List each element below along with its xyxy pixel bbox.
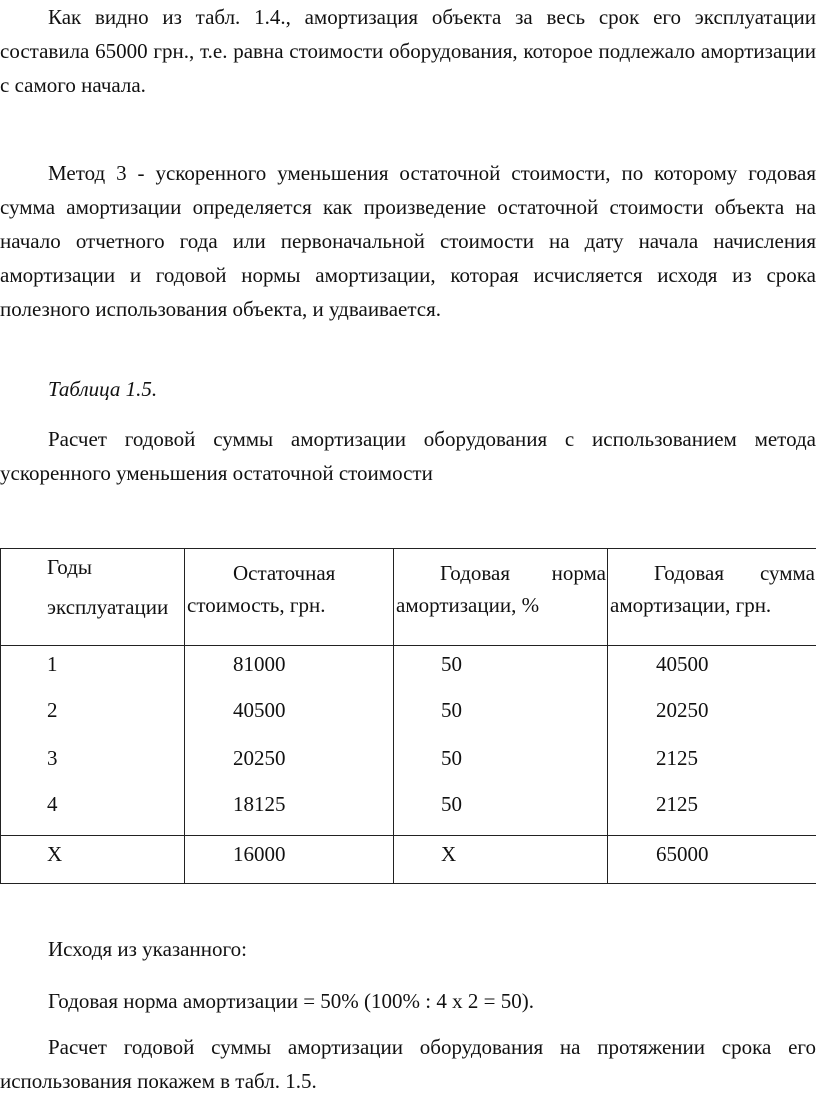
header-amount-line2: амортизации, грн. [610, 593, 772, 617]
header-residual-value [187, 557, 391, 621]
paragraph-rate-formula: Годовая норма амортизации = 50% (100% : 4 х 2 = 50). [48, 989, 534, 1013]
cell-year: 4 [47, 792, 58, 816]
cell-total-residual: 16000 [233, 842, 286, 866]
paragraph-summary-table-1-4: Как видно из табл. 1.4., амортизация объекта за весь срок его эксплуатации составила 65000 грн., т.е. равна стоимости оборудования, которое подлежало амортизации с самого начала. [0, 5, 816, 97]
header-years-line1: Годы [47, 555, 92, 579]
table-caption-title: Расчет годовой суммы амортизации оборудования с использованием метода ускоренного уменьшения остаточной стоимости [0, 427, 816, 485]
cell-total-rate: Х [441, 842, 457, 866]
header-rate-line1: Годовая норма [440, 561, 606, 585]
header-years [47, 551, 182, 623]
table-column-divider [184, 549, 185, 883]
header-annual-rate [396, 557, 606, 621]
cell-rate: 50 [441, 792, 462, 816]
cell-year: 1 [47, 652, 58, 676]
header-annual-amount [610, 557, 815, 621]
header-residual-line1: Остаточная [233, 561, 336, 585]
cell-rate: 50 [441, 652, 462, 676]
cell-year: 2 [47, 698, 58, 722]
table-total-divider [1, 835, 816, 836]
table-caption-label: Таблица 1.5. [48, 377, 158, 401]
cell-total-amount: 65000 [656, 842, 709, 866]
table-column-divider [393, 549, 394, 883]
cell-amount: 2125 [656, 792, 698, 816]
depreciation-table [0, 548, 816, 884]
paragraph-table-reference: Расчет годовой суммы амортизации оборудования на протяжении срока его использования покажем в табл. 1.5. [0, 1035, 816, 1093]
header-amount-line1: Годовая сумма [654, 561, 815, 585]
cell-residual: 20250 [233, 746, 286, 770]
cell-total-year: Х [47, 842, 63, 866]
header-rate-line2: амортизации, % [396, 593, 540, 617]
header-residual-line2: стоимость, грн. [187, 593, 326, 617]
cell-residual: 18125 [233, 792, 286, 816]
cell-rate: 50 [441, 698, 462, 722]
cell-rate: 50 [441, 746, 462, 770]
cell-year: 3 [47, 746, 58, 770]
paragraph-method-3: Метод 3 - ускоренного уменьшения остаточной стоимости, по которому годовая сумма амортизации определяется как произведение остаточной стоимости объекта на начало отчетного года или первоначальной стоимости на дату начала начисления амортизации и годовой нормы амортизации, которая исчисляется исходя из срока полезного использования объекта, и удваивается. [0, 161, 816, 321]
cell-amount: 2125 [656, 746, 698, 770]
cell-residual: 40500 [233, 698, 286, 722]
cell-residual: 81000 [233, 652, 286, 676]
table-header-divider [1, 645, 816, 646]
table-column-divider [607, 549, 608, 883]
paragraph-based-on: Исходя из указанного: [48, 937, 247, 961]
cell-amount: 20250 [656, 698, 709, 722]
cell-amount: 40500 [656, 652, 709, 676]
header-years-line2: эксплуатации [47, 595, 169, 619]
